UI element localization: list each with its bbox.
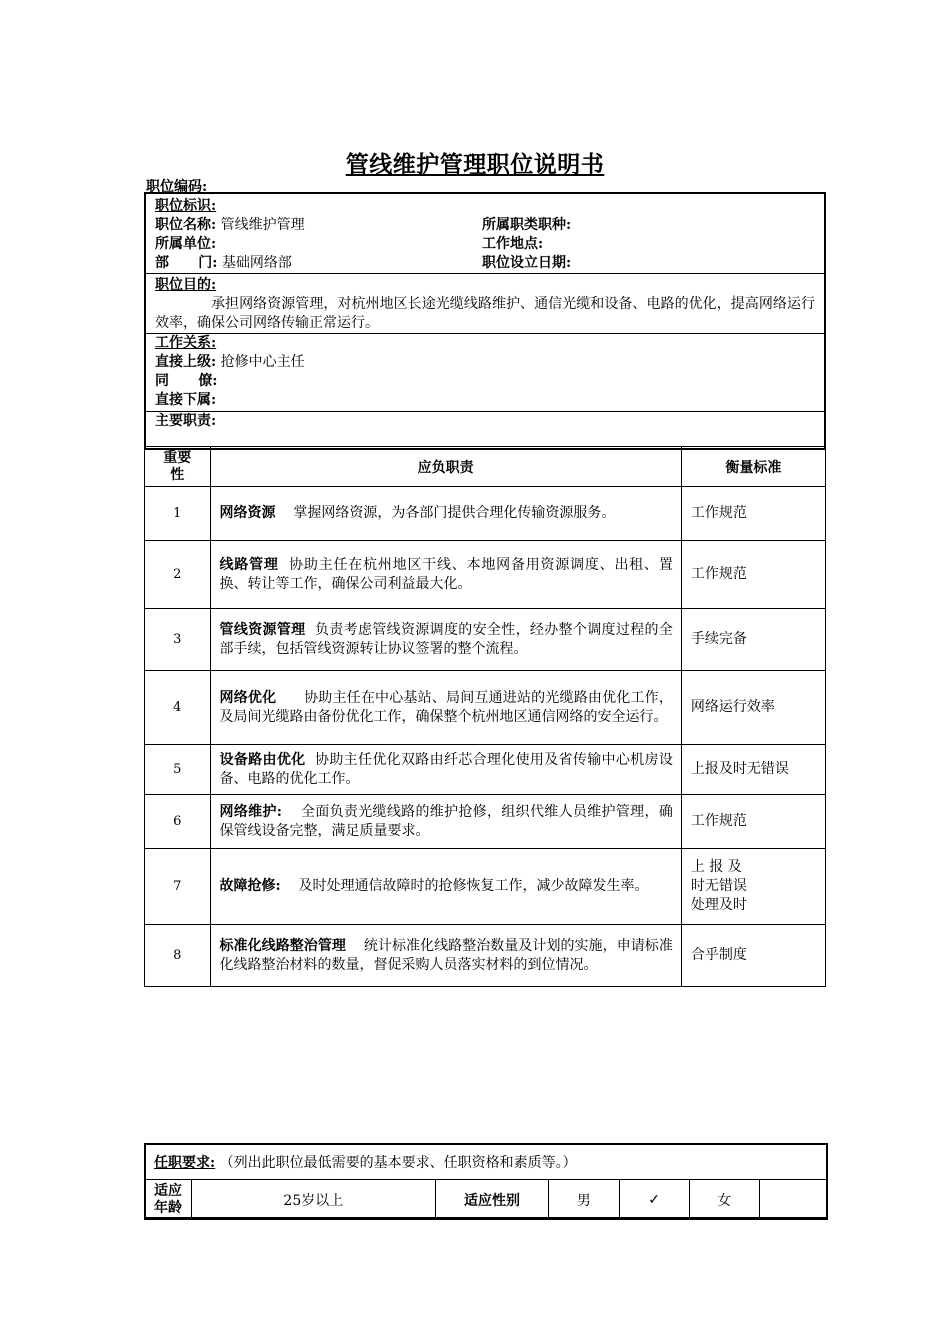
relations-section xyxy=(146,334,824,412)
duty-text: 协助主任优化双路由纤芯合理化使用及省传输中心机房设备、电路的优化工作。 xyxy=(219,751,673,787)
name-row xyxy=(155,216,305,235)
table-row xyxy=(145,487,826,541)
duty-name: 管线资源管理 xyxy=(219,621,306,638)
duty-standard: 上报及时无错误 xyxy=(681,745,825,795)
gender-male: 男 xyxy=(549,1180,619,1220)
duties-header: 主要职责: xyxy=(155,413,217,429)
duty-name: 网络资源 xyxy=(219,505,276,521)
dept-value: 基础网络部 xyxy=(221,255,292,271)
identity-section xyxy=(146,194,824,274)
duty-description xyxy=(210,671,681,745)
table-row xyxy=(145,671,826,745)
duty-name: 故障抢修: xyxy=(219,878,281,894)
row-number: 4 xyxy=(145,671,211,745)
duty-standard: 工作规范 xyxy=(681,541,825,609)
dept-row xyxy=(155,254,292,273)
table-header-row xyxy=(145,447,826,487)
position-info-box xyxy=(144,192,826,450)
superior-label: 直接上级: xyxy=(155,354,217,370)
col-duty: 应负职责 xyxy=(210,447,681,487)
duty-standard: 工作规范 xyxy=(681,795,825,849)
category-label: 所属职类职种: xyxy=(482,217,572,233)
peer-label: 同 僚: xyxy=(155,373,218,389)
duty-description xyxy=(210,487,681,541)
age-gender-row xyxy=(145,1180,828,1220)
duty-text: 统计标准化线路整治数量及计划的实施，申请标准化线路整治材料的数量，督促采购人员落实材料的到位情况。 xyxy=(219,937,673,973)
duties-section xyxy=(146,412,824,448)
duty-text: 负责考虑管线资源调度的安全性，经办整个调度过程的全部手续，包括管线资源转让协议签署的整个流程。 xyxy=(219,621,673,657)
duty-description xyxy=(210,541,681,609)
duty-text: 掌握网络资源，为各部门提供合理化传输资源服务。 xyxy=(275,505,616,521)
table-row xyxy=(145,745,826,795)
location-label: 工作地点: xyxy=(482,236,544,252)
table-row xyxy=(145,925,826,987)
superior-row xyxy=(155,353,305,372)
duty-description xyxy=(210,609,681,671)
dept-label: 部 门: xyxy=(155,255,218,271)
row-number: 8 xyxy=(145,925,211,987)
superior-value: 抢修中心主任 xyxy=(220,354,305,370)
purpose-section xyxy=(146,274,824,334)
requirements-header-row xyxy=(145,1144,828,1180)
table-row xyxy=(145,541,826,609)
row-number: 5 xyxy=(145,745,211,795)
row-number: 2 xyxy=(145,541,211,609)
duty-standard: 合乎制度 xyxy=(681,925,825,987)
requirements-note: （列出此职位最低需要的基本要求、任职资格和素质等。） xyxy=(219,1154,577,1171)
duty-name: 线路管理 xyxy=(219,556,279,573)
age-label: 适应年龄 xyxy=(145,1180,192,1220)
name-label: 职位名称: xyxy=(155,217,217,233)
row-number: 3 xyxy=(145,609,211,671)
purpose-header: 职位目的: xyxy=(155,277,217,293)
row-number: 1 xyxy=(145,487,211,541)
relations-header: 工作关系: xyxy=(155,335,217,351)
check-mark: ✓ xyxy=(619,1180,689,1220)
purpose-text: 承担网络资源管理，对杭州地区长途光缆线路维护、通信光缆和设备、电路的优化，提高网络运行效率，确保公司网络传输正常运行。 xyxy=(155,296,815,331)
duty-text: 全面负责光缆线路的维护抢修，组织代维人员维护管理，确保管线设备完整，满足质量要求。 xyxy=(219,803,673,839)
duty-standard: 上 报 及 时无错误 处理及时 xyxy=(681,849,825,925)
duty-text: 协助主任在中心基站、局间互通进站的光缆路由优化工作，及局间光缆路由备份优化工作，确保整个杭州地区通信网络的安全运行。 xyxy=(219,689,673,725)
page-title: 管线维护管理职位说明书 xyxy=(345,151,605,178)
duty-name: 设备路由优化 xyxy=(219,751,306,768)
identity-header: 职位标识: xyxy=(155,198,217,214)
requirements-header: 任职要求: xyxy=(154,1154,216,1171)
duty-text: 协助主任在杭州地区干线、本地网备用资源调度、出租、置换、转让等工作，确保公司利益最大化。 xyxy=(219,556,673,592)
duty-standard: 手续完备 xyxy=(681,609,825,671)
duty-description xyxy=(210,925,681,987)
duty-description xyxy=(210,745,681,795)
duty-standard: 网络运行效率 xyxy=(681,671,825,745)
row-number: 6 xyxy=(145,795,211,849)
gender-label: 适应性别 xyxy=(435,1180,549,1220)
duty-standard: 工作规范 xyxy=(681,487,825,541)
row-number: 7 xyxy=(145,849,211,925)
position-code-label: 职位编码: xyxy=(146,179,208,195)
empty-cell xyxy=(759,1180,827,1220)
duty-description xyxy=(210,849,681,925)
table-row xyxy=(145,849,826,925)
col-standard: 衡量标准 xyxy=(681,447,825,487)
duty-name: 网络优化 xyxy=(219,689,277,706)
unit-label: 所属单位: xyxy=(155,236,217,252)
table-row xyxy=(145,795,826,849)
table-row xyxy=(145,609,826,671)
duty-name: 标准化线路整治管理 xyxy=(219,937,346,954)
name-value: 管线维护管理 xyxy=(220,217,305,233)
requirements-table xyxy=(144,1143,828,1220)
subordinate-label: 直接下属: xyxy=(155,392,217,408)
duty-text: 及时处理通信故障时的抢修恢复工作，减少故障发生率。 xyxy=(280,878,649,894)
date-label: 职位设立日期: xyxy=(482,255,572,271)
duties-table xyxy=(144,446,826,987)
age-value: 25岁以上 xyxy=(191,1180,435,1220)
duty-name: 网络维护: xyxy=(219,803,282,820)
col-importance: 重要性 xyxy=(145,447,211,487)
duty-description xyxy=(210,795,681,849)
gender-female: 女 xyxy=(689,1180,759,1220)
